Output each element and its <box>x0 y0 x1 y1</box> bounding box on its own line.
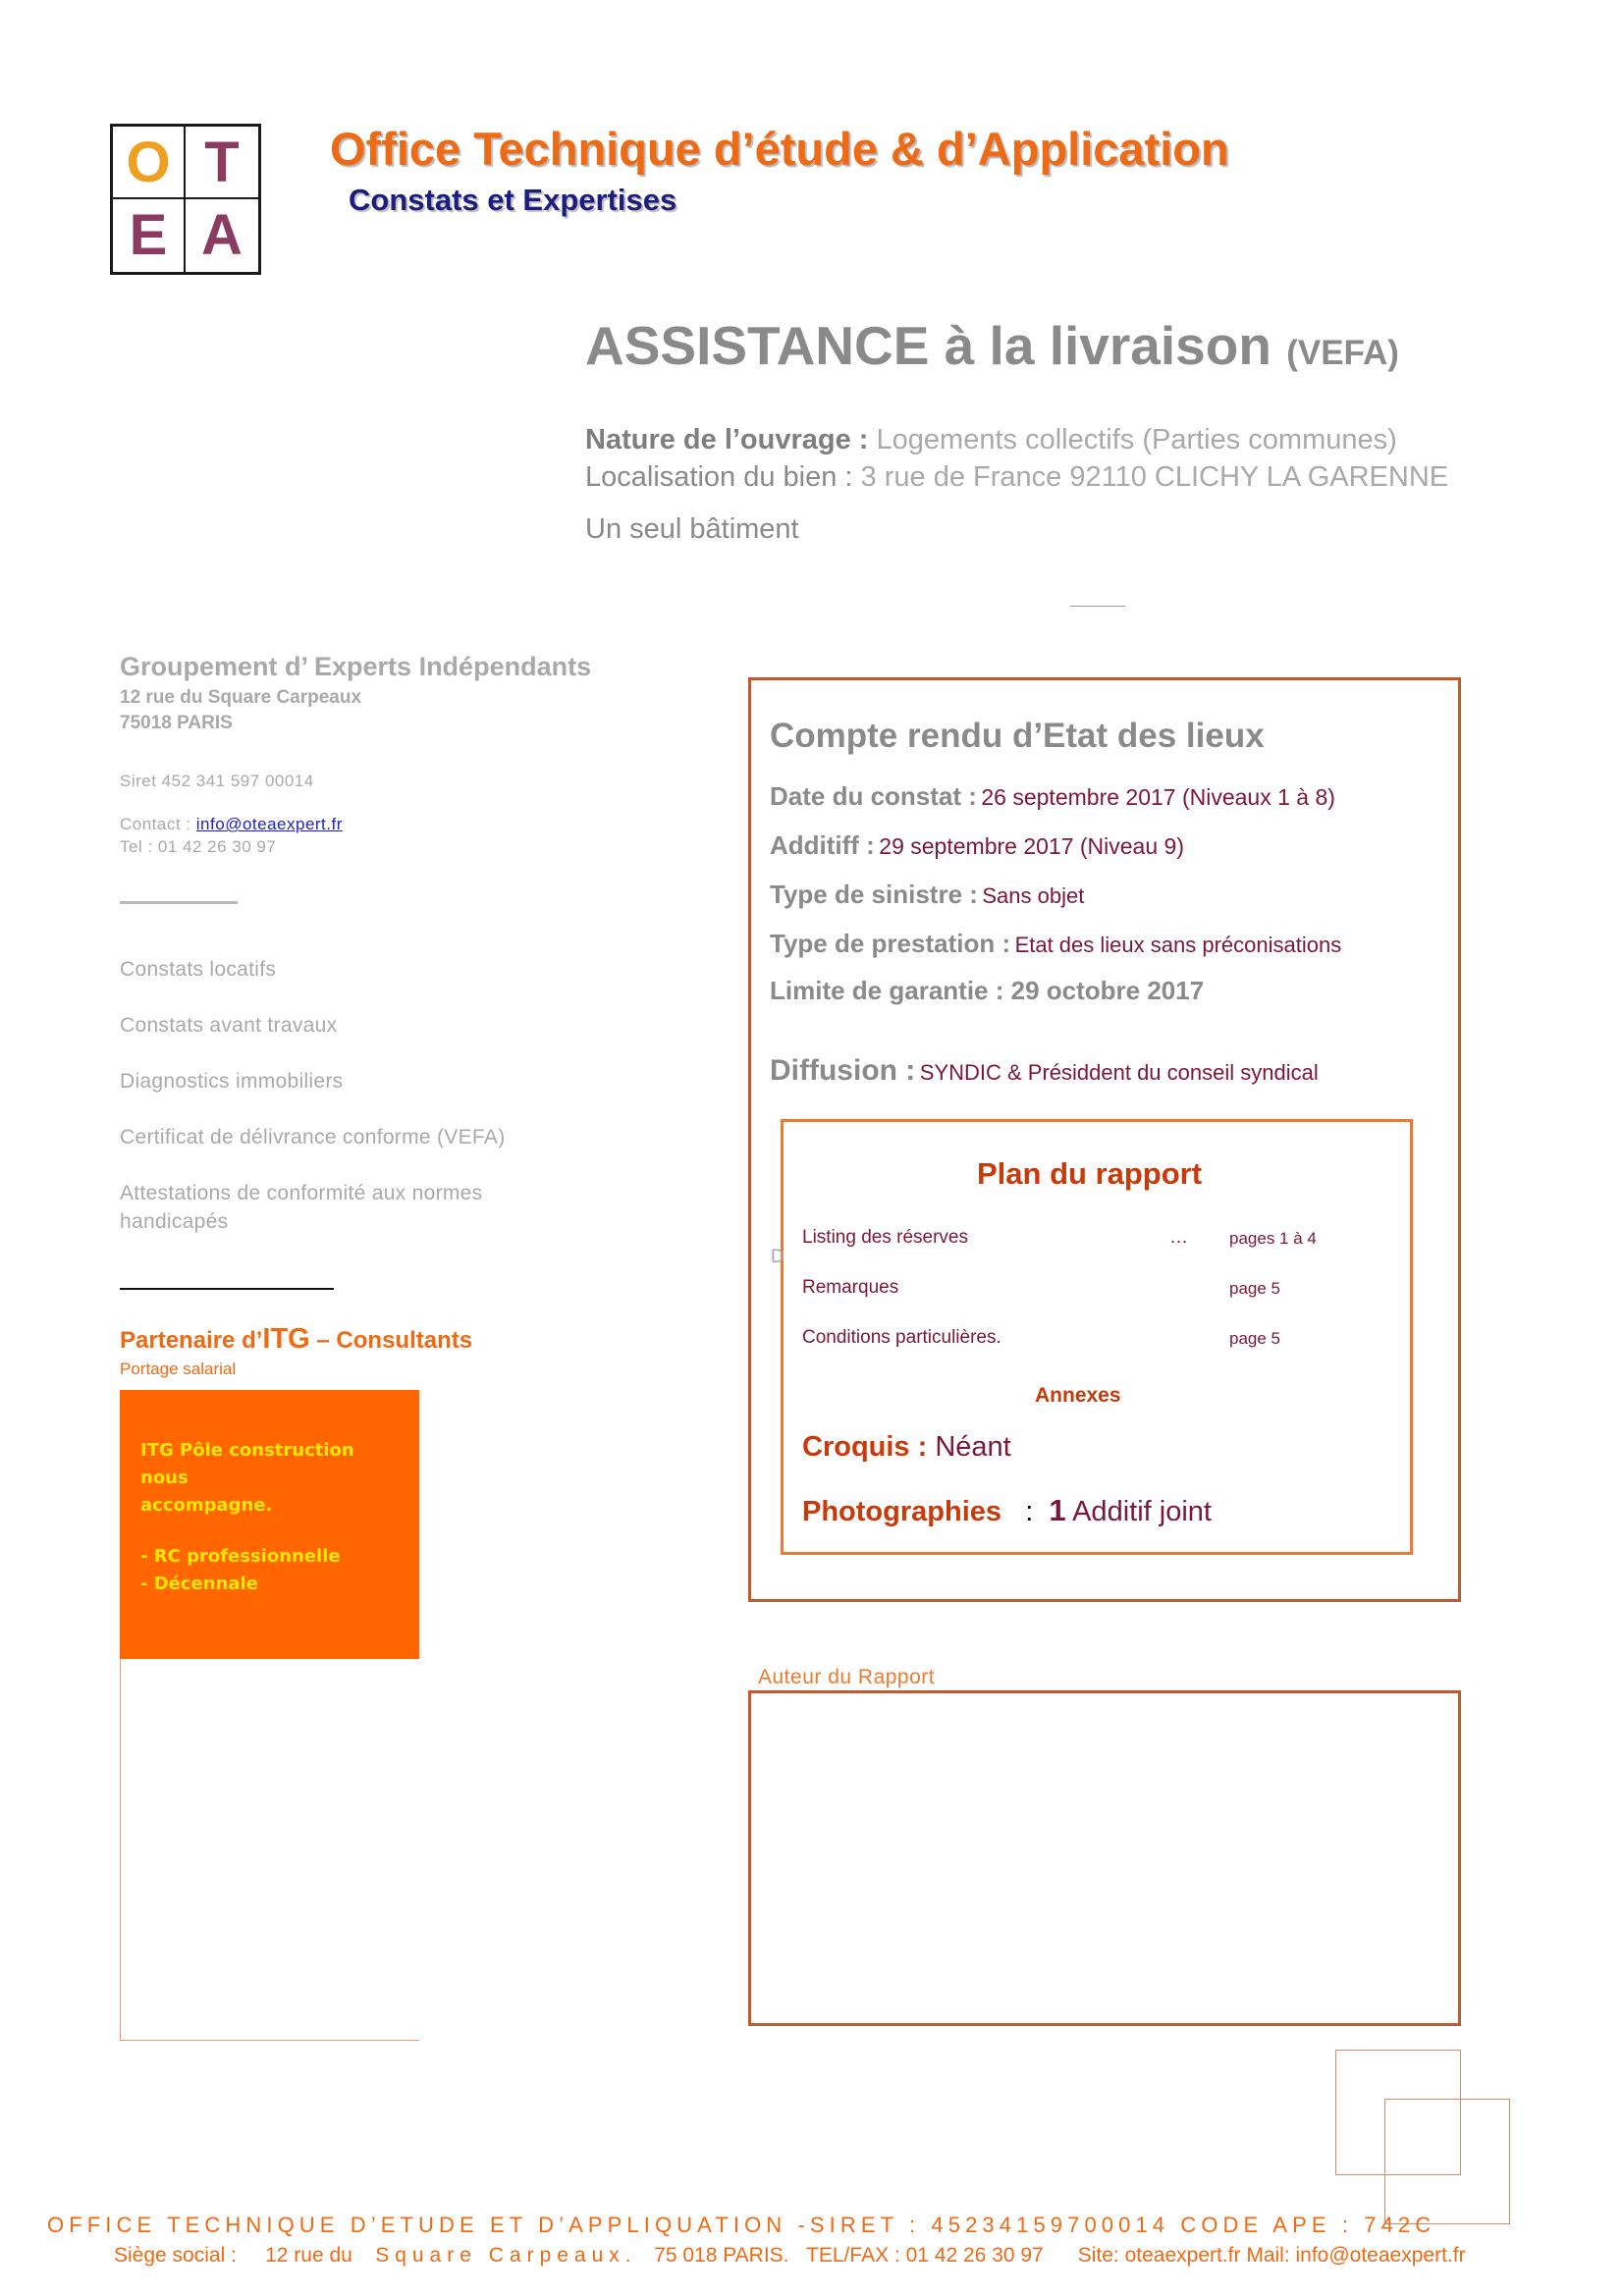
contact-email-link[interactable]: info@oteaexpert.fr <box>195 815 343 833</box>
croquis-line <box>802 1431 1011 1464</box>
decorative-square <box>1384 2099 1510 2224</box>
frame-line <box>120 2040 419 2041</box>
tel: Tel : 01 42 26 30 97 <box>120 837 277 856</box>
prestation-value: Etat des lieux sans préconisations <box>1014 933 1342 957</box>
nature-line <box>585 424 1397 456</box>
document-title-main: ASSISTANCE à la livraison <box>585 315 1271 376</box>
divider <box>120 901 238 904</box>
report-title: Compte rendu d’Etat des lieux <box>770 717 1265 755</box>
partner-box-line: - RC professionnelle <box>140 1546 341 1567</box>
plan-row-page: page 5 <box>1229 1329 1280 1348</box>
contact-label: Contact : <box>120 815 191 833</box>
divider <box>120 1288 334 1290</box>
additif-line <box>770 830 1184 861</box>
partner-line <box>120 1323 472 1356</box>
plan-row-dots: … <box>1169 1227 1188 1248</box>
date-value: 26 septembre 2017 (Niveaux 1 à 8) <box>981 784 1335 810</box>
photos-count: 1 <box>1049 1493 1066 1527</box>
footer-city: 75 018 PARIS. <box>654 2244 789 2267</box>
partner-box-line: - Décennale <box>140 1574 258 1594</box>
footer-company-line: OFFICE TECHNIQUE D’ETUDE ET D’APPLIQUATION -SIRET : 45234159700014 CODE APE : 742C <box>47 2213 1436 2237</box>
plan-row-label: Listing des réserves <box>802 1227 968 1248</box>
plan-row-page: pages 1 à 4 <box>1229 1229 1317 1248</box>
croquis-value: Néant <box>935 1431 1011 1463</box>
location-label: Localisation du bien : <box>585 461 853 493</box>
plan-title: Plan du rapport <box>977 1156 1203 1191</box>
address-line2: 75018 PARIS <box>120 713 233 733</box>
siret: Siret 452 341 597 00014 <box>120 772 314 790</box>
address-line1: 12 rue du Square Carpeaux <box>120 687 362 708</box>
footer-address-line <box>114 2244 1466 2268</box>
prestation-line <box>770 929 1341 959</box>
location-line <box>585 461 1448 494</box>
sinistre-value: Sans objet <box>982 883 1085 908</box>
nature-label: Nature de l’ouvrage : <box>585 424 869 455</box>
photos-line <box>802 1493 1212 1528</box>
plan-row-page: page 5 <box>1229 1279 1280 1298</box>
footer-street-num: 12 rue du <box>265 2244 352 2267</box>
partner-prefix: Partenaire d’ <box>120 1327 263 1354</box>
diffusion-value: SYNDIC & Présiddent du conseil syndical <box>919 1060 1319 1085</box>
building-note: Un seul bâtiment <box>585 513 799 545</box>
logo-letter-a: A <box>201 203 243 267</box>
croquis-label: Croquis : <box>802 1431 928 1463</box>
prestation-label: Type de prestation : <box>770 929 1011 958</box>
photos-label: Photographies <box>802 1496 1002 1527</box>
diffusion-line <box>770 1054 1319 1088</box>
date-label: Date du constat : <box>770 781 977 811</box>
service-item: Certificat de délivrance conforme (VEFA) <box>120 1126 506 1148</box>
plan-row-label: Remarques <box>802 1277 899 1298</box>
diffusion-label: Diffusion : <box>770 1054 916 1087</box>
date-line <box>770 781 1335 812</box>
sinistre-label: Type de sinistre : <box>770 880 978 909</box>
partner-box-line: accompagne. <box>140 1495 273 1516</box>
document-title <box>585 314 1399 377</box>
footer-siege-label: Siège social : <box>114 2244 237 2267</box>
logo-letter-o: O <box>113 127 186 199</box>
company-name: Office Technique d’étude & d’Application <box>330 123 1229 175</box>
photos-value: Additif joint <box>1072 1496 1212 1527</box>
otea-logo <box>110 124 261 275</box>
sinistre-line <box>770 880 1084 910</box>
partner-box <box>120 1390 419 1659</box>
partner-name: ITG <box>262 1323 310 1355</box>
portage-label: Portage salarial <box>120 1360 237 1378</box>
annexes-heading: Annexes <box>1035 1384 1121 1407</box>
photos-separator: : <box>1025 1496 1034 1527</box>
divider <box>1070 606 1125 607</box>
additif-label: Additiff : <box>770 830 875 860</box>
location-value: 3 rue de France 92110 CLICHY LA GARENNE <box>860 461 1449 493</box>
stray-letter: D <box>771 1247 784 1267</box>
service-item: Attestations de conformité aux normes handicapés <box>120 1182 483 1233</box>
garantie-line <box>770 976 1204 1006</box>
document-title-suffix: (VEFA) <box>1286 334 1399 372</box>
service-item: Diagnostics immobiliers <box>120 1070 344 1093</box>
frame-line <box>120 1659 121 2040</box>
footer-street: Square Carpeaux. <box>375 2244 637 2267</box>
logo-letter-e: E <box>113 199 186 272</box>
footer-telfax: TEL/FAX : 01 42 26 30 97 <box>806 2244 1044 2267</box>
service-item: Constats locatifs <box>120 958 277 981</box>
nature-value: Logements collectifs (Parties communes) <box>876 424 1397 455</box>
company-subtitle: Constats et Expertises <box>349 183 677 217</box>
author-label: Auteur du Rapport <box>758 1666 936 1688</box>
service-item: Constats avant travaux <box>120 1014 338 1037</box>
partner-suffix: – Consultants <box>309 1327 473 1354</box>
author-box <box>748 1690 1461 2026</box>
group-name: Groupement d’ Experts Indépendants <box>120 652 592 681</box>
plan-row-label: Conditions particulières. <box>802 1327 1001 1348</box>
logo-letter-t: T <box>186 127 258 199</box>
garantie-text: Limite de garantie : 29 octobre 2017 <box>770 976 1205 1005</box>
contact-line <box>120 815 343 834</box>
footer-site: Site: oteaexpert.fr Mail: info@oteaexpert.fr <box>1077 2244 1466 2267</box>
partner-box-line: ITG Pôle construction nous <box>140 1440 354 1488</box>
additif-value: 29 septembre 2017 (Niveau 9) <box>879 833 1184 859</box>
